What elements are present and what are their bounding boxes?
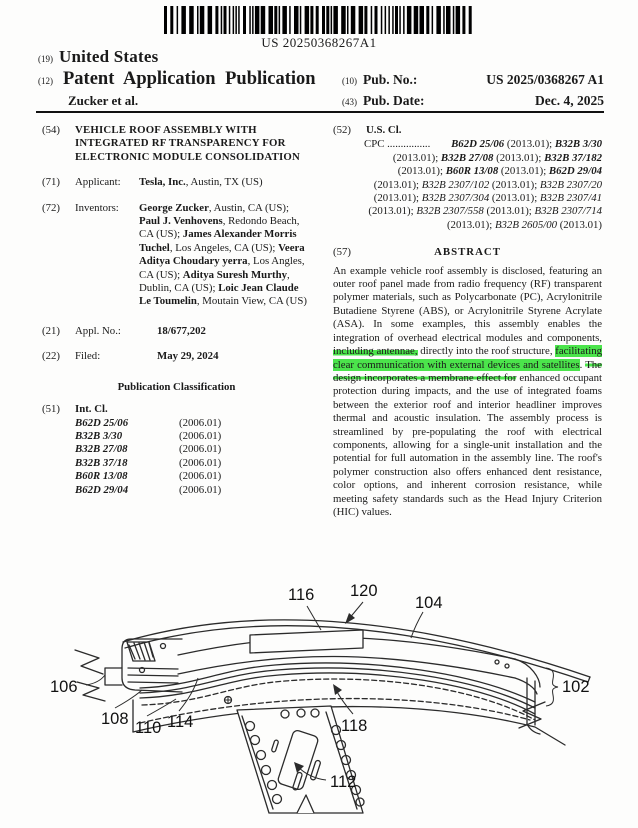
ref-114: 114: [167, 713, 194, 731]
int-cl-date: (2006.01): [179, 429, 222, 442]
field-12-number: (12): [38, 76, 53, 86]
int-cl-row: [75, 417, 311, 430]
int-cl-date: (2006.01): [179, 483, 222, 496]
pub-no-label: Pub. No.:: [363, 72, 418, 87]
ref-112: 112: [330, 773, 357, 791]
publication-number: US 2025/0368267 A1: [486, 72, 604, 87]
applicant-label: Applicant:: [75, 176, 121, 189]
abstract-text: An example vehicle roof assembly is disclosed, featuring an outer roof panel made from radio frequency (RF) transparent polymer materials, such as Polycarbonate (PC), Acrylonitrile Butadiene Styrene (ABS), or Acrylonitrile Styrene Acrylate (ASA). In some examples, this assembly enables the integration of overhead electrical modules and components, including antennae, directly into the roof structure, facilitating clear communication with external devices and satellites. The design incorporates a membrane effect for enhanced occupant protection during impacts, and the use of integrated foams between the exterior roof and interior headliner improves thermal and acoustic insulation. The assembly process is streamlined by pre-populating the roof with electrical components, allowing for a single-unit installation and the potential for full automation in the assembly line. The roof's polymer construction also offers enhanced dent resistance, color options, and inherent corrosion resistance, while meeting safety standards such as the Head Injury Criterion (HIC) values.: [333, 264, 603, 518]
field-43-number: (43): [342, 97, 357, 107]
application-number: 18/677,202: [157, 324, 206, 337]
filed-label: Filed:: [75, 350, 101, 363]
int-cl-row: [75, 443, 311, 456]
ref-110: 110: [135, 719, 162, 737]
field-71-applicant: [42, 176, 311, 189]
document-type: Patent Application Publication: [63, 69, 316, 89]
int-cl-code: B32B 37/18: [75, 456, 128, 469]
int-cl-row: [75, 457, 311, 470]
cpc-codes: B62D 25/06 (2013.01); B32B 3/30 (2013.01); B32B 27/08 (2013.01); B32B 37/182 (2013.01); B60R 13/08 (2013.01); B62D 29/04 (2013.01); B32B 2307/102 (2013.01); B32B 2307/20 (2013.01); B32B 2307/304 (2013.01); B32B 2307/41 (2013.01); B32B 2307/558 (2013.01); B32B 2307/714 (2013.01); B32B 2605/00 (2013.01): [368, 138, 602, 231]
field-21-number: (21): [42, 324, 60, 337]
field-10-number: (10): [342, 76, 357, 86]
ref-104: 104: [415, 594, 443, 612]
field-22-number: (22): [42, 350, 60, 363]
abstract-heading: ABSTRACT: [434, 246, 501, 259]
field-19-number: (19): [38, 54, 53, 64]
roof-assembly-drawing: [45, 582, 603, 822]
int-cl-date: (2006.01): [179, 470, 222, 483]
country-name: United States: [59, 47, 159, 66]
int-cl-code: B62D 29/04: [75, 483, 129, 496]
cpc-label: CPC ................: [364, 138, 431, 151]
field-21-appl-no: [42, 325, 311, 338]
cpc-classifications: [364, 138, 602, 232]
abstract-heading-row: [333, 246, 602, 259]
int-cl-row: [75, 484, 311, 497]
field-54-number: (54): [42, 124, 60, 136]
publication-classification-heading: Publication Classification: [117, 380, 236, 393]
int-cl-code: B60R 13/08: [75, 470, 128, 483]
field-57-number: (57): [333, 246, 351, 259]
header: [38, 47, 604, 109]
ref-106: 106: [50, 678, 78, 696]
field-52-us-cl: [333, 124, 602, 137]
field-54-title: [42, 124, 311, 164]
field-51-number: (51): [42, 403, 60, 416]
inventors-list: George Zucker, Austin, CA (US); Paul J. Venhovens, Redondo Beach, CA (US); James Alexander Morris Tuchel, Los Angeles, CA (US); Veera Aditya Choudary yerra, Los Angles, CA (US); Aditya Suresh Murthy, Dublin, CA (US); Loic Jean Claude Le Toumelin, Moutain View, CA (US): [139, 201, 307, 308]
field-52-number: (52): [333, 124, 351, 136]
field-22-filed: [42, 350, 311, 363]
ref-120: 120: [350, 582, 378, 600]
barcode-number: US 20250368267A1: [261, 35, 377, 50]
int-cl-row: [75, 470, 311, 483]
int-cl-code: B32B 3/30: [75, 429, 123, 442]
field-71-number: (71): [42, 176, 60, 189]
us-cl-label: U.S. Cl.: [366, 124, 402, 136]
inventors-label: Inventors:: [75, 201, 119, 214]
field-72-number: (72): [42, 201, 60, 214]
int-cl-date: (2006.01): [179, 456, 222, 469]
appl-no-label: Appl. No.:: [75, 324, 121, 337]
int-cl-code: B32B 27/08: [75, 443, 128, 456]
int-cl-label: Int. Cl.: [75, 403, 108, 416]
int-cl-date: (2006.01): [179, 416, 222, 429]
barcode-block: [0, 6, 638, 51]
first-named-inventor: Zucker et al.: [68, 93, 139, 108]
filing-date: May 29, 2024: [157, 350, 219, 363]
field-72-inventors: [42, 202, 311, 309]
int-cl-row: [75, 430, 311, 443]
ref-102: 102: [562, 678, 590, 696]
ref-116: 116: [288, 586, 315, 604]
right-column: [333, 124, 602, 519]
ref-118: 118: [341, 717, 368, 735]
int-cl-date: (2006.01): [179, 443, 222, 456]
header-divider: [36, 111, 604, 113]
invention-title: VEHICLE ROOF ASSEMBLY WITH INTEGRATED RF TRANSPARENCY FOR ELECTRONIC MODULE CONSOLIDATION: [75, 124, 300, 163]
barcode-image: [164, 6, 474, 34]
patent-figure: [45, 582, 603, 822]
ref-108: 108: [101, 710, 129, 728]
left-column: [42, 124, 311, 519]
pub-date-label: Pub. Date:: [363, 93, 425, 108]
int-cl-code: B62D 25/06: [75, 416, 129, 429]
publication-date: Dec. 4, 2025: [535, 93, 604, 108]
bibliographic-columns: [42, 124, 602, 519]
field-51-int-cl: [42, 403, 311, 497]
applicant-value: Tesla, Inc., Austin, TX (US): [139, 176, 263, 189]
